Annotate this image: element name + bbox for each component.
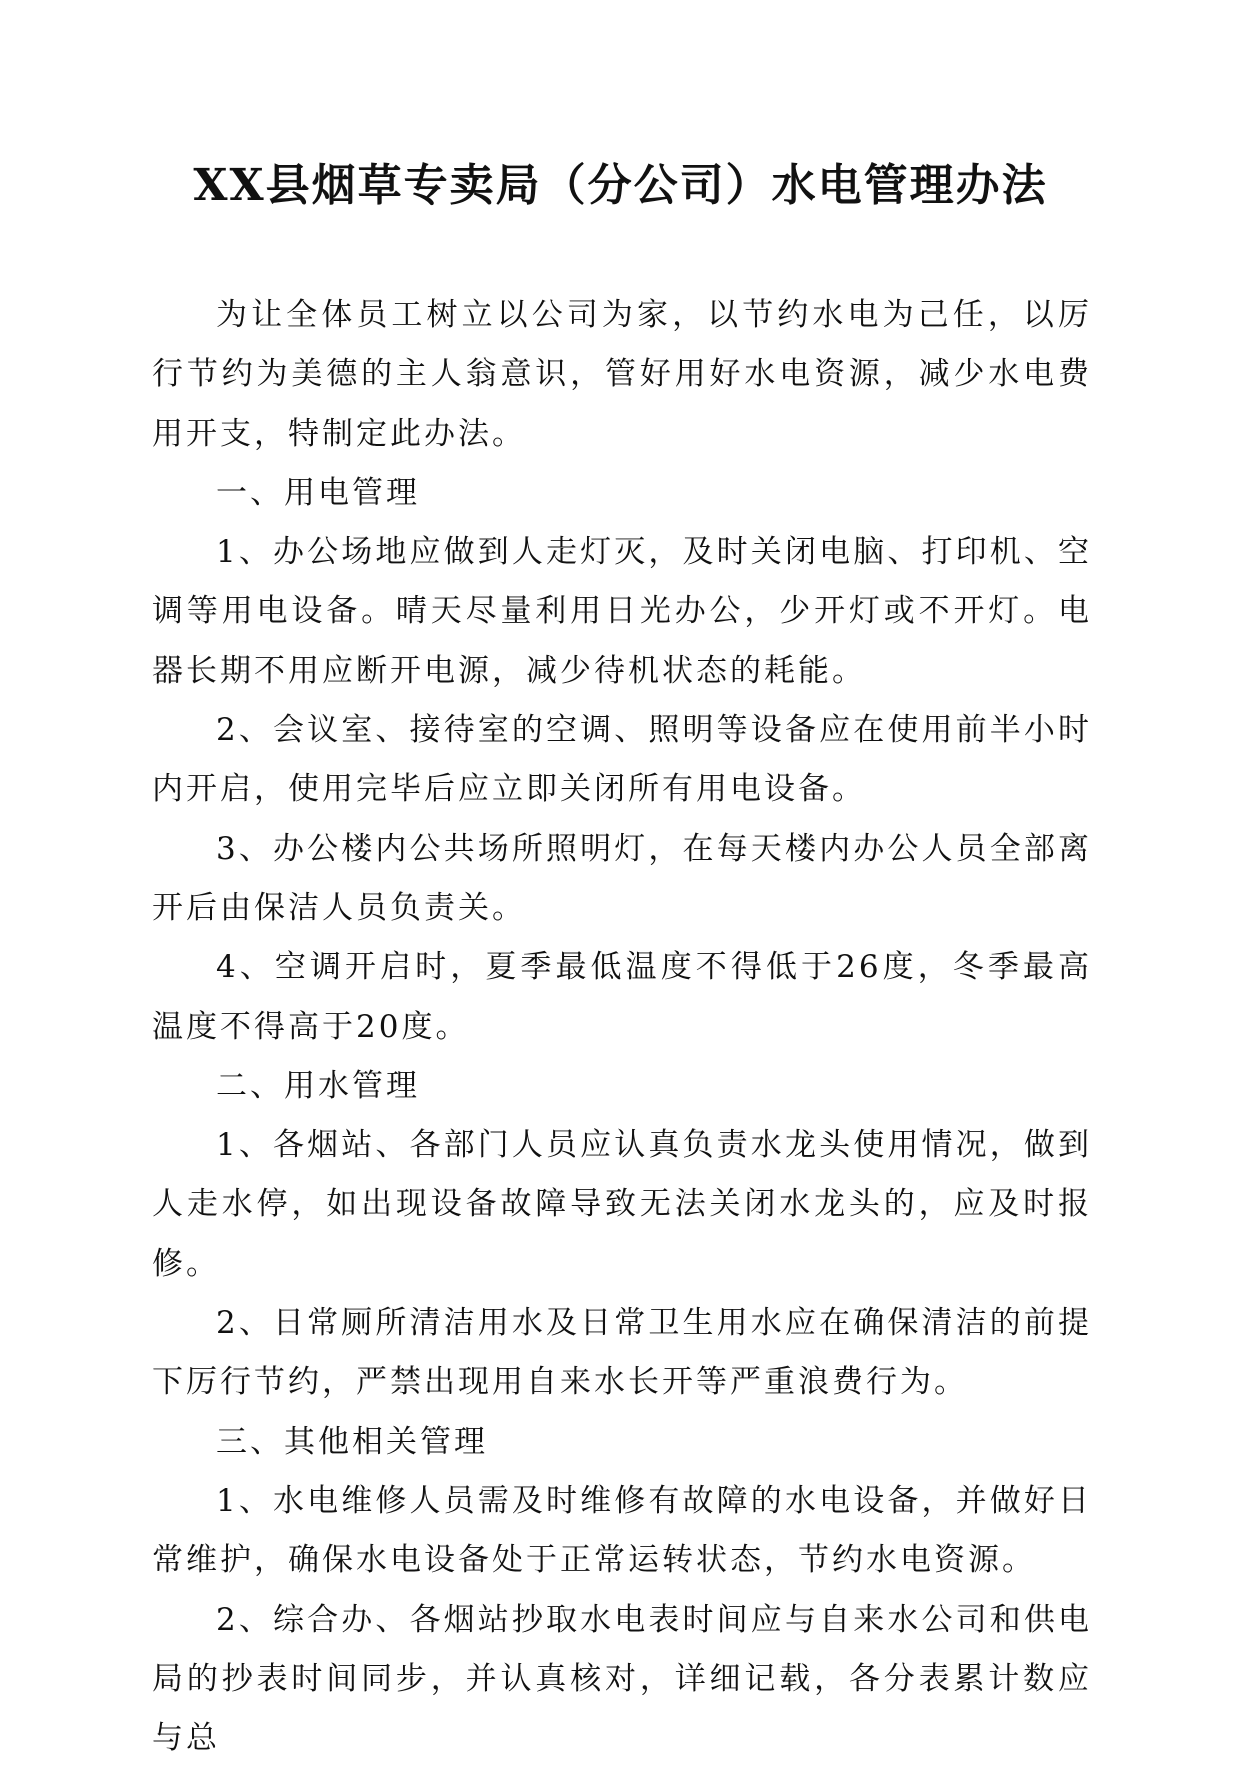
section-heading-other: 三、其他相关管理	[216, 1423, 488, 1460]
electricity-item-4: 4、空调开启时，夏季最低温度不得低于26度，冬季最高温度不得高于20度。	[152, 949, 1092, 1045]
section-heading-water: 二、用水管理	[216, 1067, 420, 1104]
electricity-item-3: 3、办公楼内公共场所照明灯，在每天楼内办公人员全部离开后由保洁人员负责关。	[152, 830, 1092, 926]
document-body	[152, 286, 1092, 1768]
document-title: XX县烟草专卖局（分公司）水电管理办法	[193, 160, 1048, 211]
other-item-2: 2、综合办、各烟站抄取水电表时间应与自来水公司和供电局的抄表时间同步，并认真核对，详细记载，各分表累计数应与总	[152, 1601, 1092, 1757]
electricity-item-1: 1、办公场地应做到人走灯灭，及时关闭电脑、打印机、空调等用电设备。晴天尽量利用日光办公，少开灯或不开灯。电器长期不用应断开电源，减少待机状态的耗能。	[152, 534, 1092, 689]
electricity-item-2: 2、会议室、接待室的空调、照明等设备应在使用前半小时内开启，使用完毕后应立即关闭所有用电设备。	[152, 712, 1092, 808]
water-item-1: 1、各烟站、各部门人员应认真负责水龙头使用情况，做到人走水停，如出现设备故障导致无法关闭水龙头的，应及时报修。	[152, 1127, 1092, 1282]
intro-paragraph: 为让全体员工树立以公司为家，以节约水电为己任，以厉行节约为美德的主人翁意识，管好用好水电资源，减少水电费用开支，特制定此办法。	[152, 297, 1092, 452]
other-item-1: 1、水电维修人员需及时维修有故障的水电设备，并做好日常维护，确保水电设备处于正常运转状态，节约水电资源。	[152, 1482, 1092, 1579]
section-heading-electricity: 一、用电管理	[216, 474, 420, 511]
water-item-2: 2、日常厕所清洁用水及日常卫生用水应在确保清洁的前提下厉行节约，严禁出现用自来水长开等严重浪费行为。	[152, 1305, 1092, 1401]
